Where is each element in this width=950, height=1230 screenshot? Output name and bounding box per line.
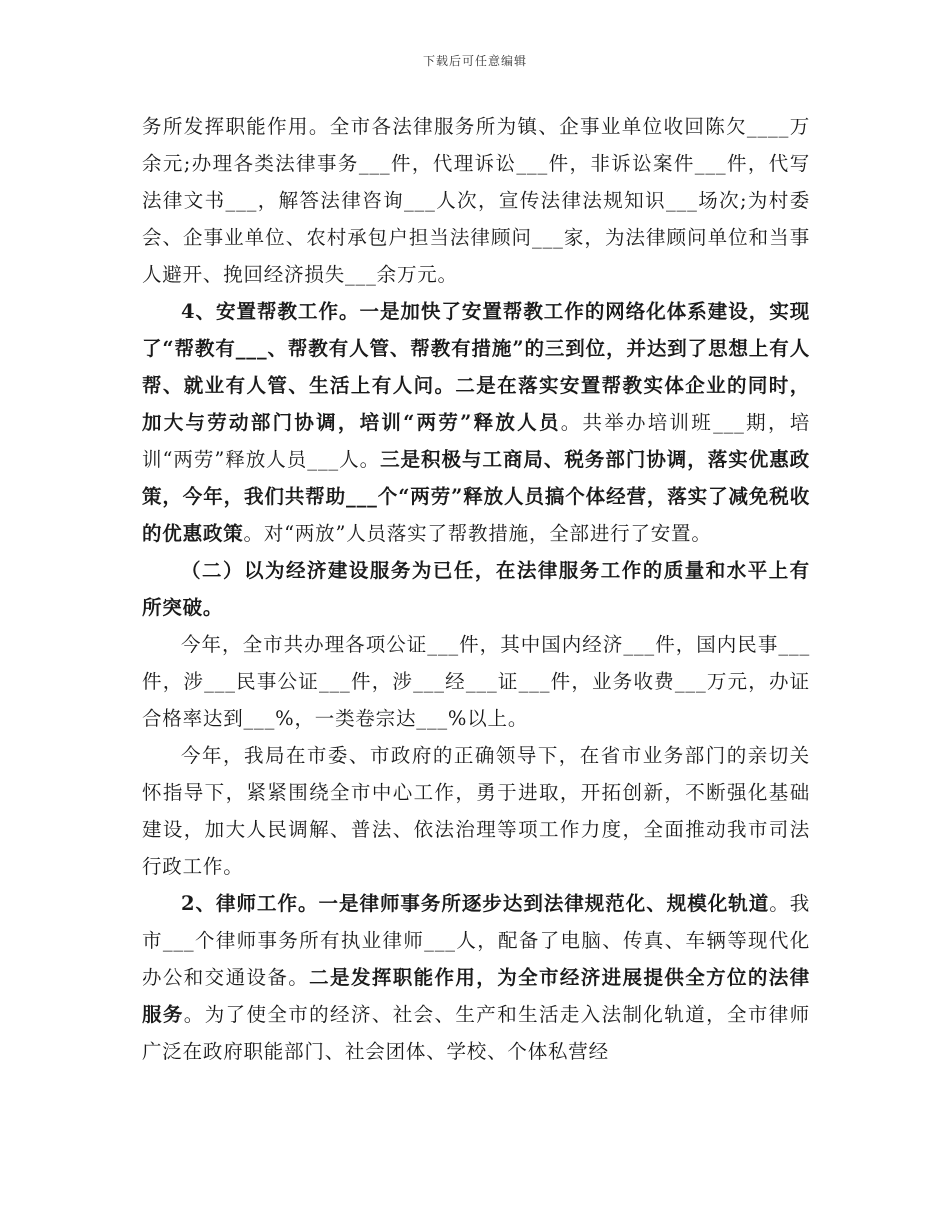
bold-text-run: 2、律师工作。一是律师事务所逐步达到法律规范化、规模化轨道 (181, 892, 770, 915)
paragraph-bureau-summary (142, 737, 810, 885)
section-heading-economic-service (142, 552, 810, 626)
text-run: 。对“两放”人员落实了帮教措施，全部进行了安置。 (243, 522, 712, 545)
paragraph-lawyer-work (142, 885, 810, 1070)
text-run: 务所发挥职能作用。全市各法律服务所为镇、企事业单位收回陈欠____万余元;办理各类法律事务___件，代理诉讼___件，非诉讼案件___件，代写法律文书___，解答法律咨询___人次，宣传法律法规知识___场次;为村委会、企事业单位、农村承包户担当法律顾问___家，为法律顾问单位和当事人避开、挽回经济损失___余万元。 (142, 115, 810, 286)
bold-text-run: 二是发挥职能作用，为全市经济进展提供全方位的法律服务 (142, 966, 811, 1026)
bold-text-run: 三是积极与工商局、税务部门协调，落实优惠政策，今年，我们共帮助___个“两劳”释放人员搞个体经营，落实了减免税收的优惠政策 (142, 448, 810, 545)
text-run: 今年，全市共办理各项公证___件，其中国内经济___件，国内民事___件，涉___民事公证___件，涉___经___证___件，业务收费___万元，办证合格率达到___%，一类卷宗达___%以上。 (142, 633, 810, 730)
page-header: 下载后可任意编辑 (422, 54, 527, 68)
document-body (142, 108, 810, 1070)
text-run: 今年，我局在市委、市政府的正确领导下，在省市业务部门的亲切关怀指导下，紧紧围绕全市中心工作，勇于进取，开拓创新，不断强化基础建设，加大人民调解、普法、依法治理等项工作力度，全面推动我市司法行政工作。 (142, 744, 810, 878)
bold-text-run: （二）以为经济建设服务为已任，在法律服务工作的质量和水平上有所突破。 (142, 559, 810, 619)
text-run: 。我市___个律师事务所有执业律师___人，配备了电脑、传真、车辆等现代化办公和交通设备。 (142, 892, 810, 989)
text-run: 。共举办培训班___期，培训“两劳”释放人员___人。 (142, 411, 811, 471)
paragraph-notarization-stats (142, 626, 810, 737)
paragraph-legal-services-results (142, 108, 810, 293)
paragraph-resettlement-assistance (142, 293, 810, 552)
bold-text-run: 4、安置帮教工作。一是加快了安置帮教工作的网络化体系建设，实现了“帮教有___、帮教有人管、帮教有措施”的三到位，并达到了思想上有人帮、就业有人管、生活上有人问。二是在落实安置帮教实体企业的同时，加大与劳动部门协调，培训“两劳”释放人员 (142, 300, 810, 434)
text-run: 。为了使全市的经济、社会、生产和生活走入法制化轨道，全市律师广泛在政府职能部门、社会团体、学校、个体私营经 (142, 1003, 810, 1063)
